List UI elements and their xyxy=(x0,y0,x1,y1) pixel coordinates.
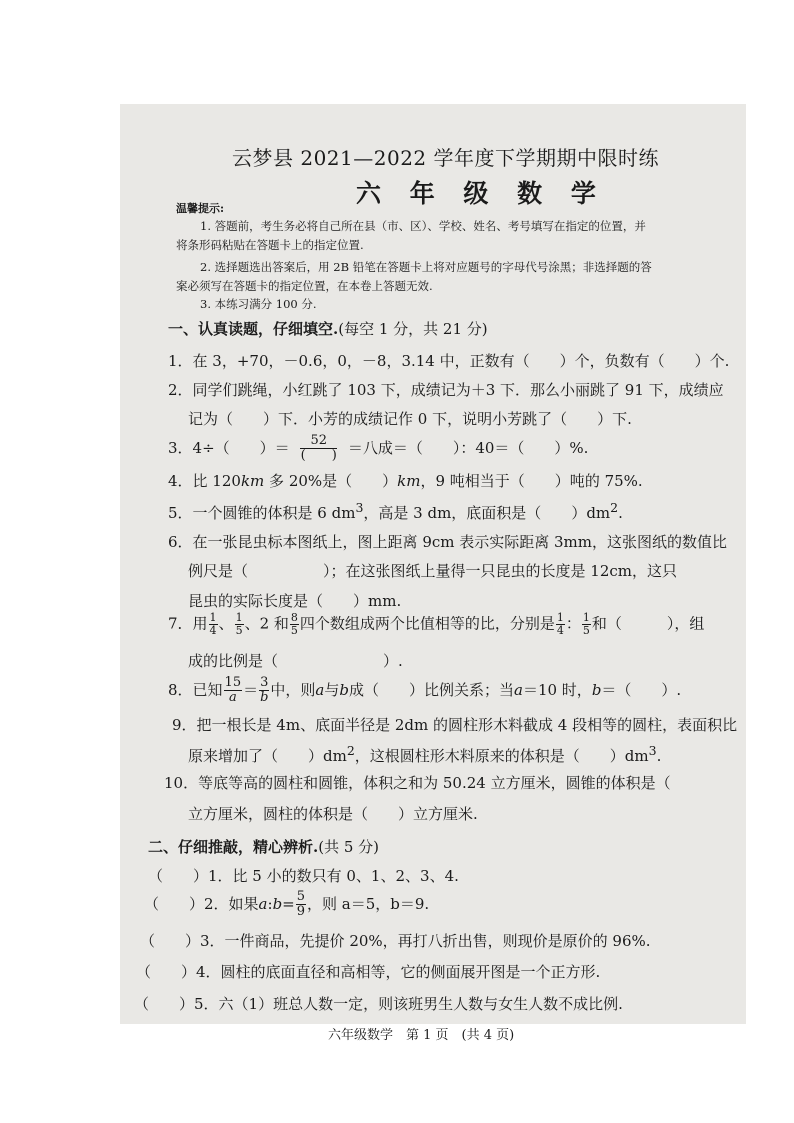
notice-line-5: 3. 本练习满分 100 分. xyxy=(200,297,317,311)
exam-title: 云梦县 2021—2022 学年度下学期期中限时练 xyxy=(232,146,660,170)
section-1-heading xyxy=(168,318,488,339)
question-3-fraction: $\frac{52}{( )}$ xyxy=(300,433,337,464)
judgement-3: （ ）3．一件商品，先提价 20%，再打八折出售，则现价是原价的 96%. xyxy=(140,932,651,950)
question-6-line-3: 昆虫的实际长度是（ ）mm. xyxy=(188,592,402,610)
section-2-heading xyxy=(148,836,379,857)
section-2-score: (共 5 分) xyxy=(318,838,380,856)
question-7-line-2: 成的比例是（ ）. xyxy=(188,652,403,670)
exam-sheet xyxy=(120,104,746,1043)
notice-line-2: 将条形码粘贴在答题卡上的指定位置. xyxy=(176,238,364,252)
exam-subtitle: 六 年 级 数 学 xyxy=(356,179,606,208)
judgement-4: （ ）4．圆柱的底面直径和高相等，它的侧面展开图是一个正方形. xyxy=(136,963,601,981)
question-1: 1．在 3，+70，－0.6，0，－8，3.14 中，正数有（ ）个，负数有（ ）个. xyxy=(168,352,730,370)
section-2-title: 二、仔细推敲，精心辨析. xyxy=(148,838,319,856)
section-1-title: 一、认真读题，仔细填空. xyxy=(168,320,339,338)
question-10-line-2: 立方厘米，圆柱的体积是（ ）立方厘米. xyxy=(188,805,478,823)
judgement-5: （ ）5．六（1）班总人数一定，则该班男生人数与女生人数不成比例. xyxy=(134,995,623,1013)
question-7-line-1: 7．用 $\frac{1}{4}$ 、 $\frac{1}{5}$ 、2 和 $\frac{8}{5}$ 四个数组成两个比值相等的比，分别是 $\frac{1}{4}$ ： $\frac{1}{5}$ 和（ ），组 xyxy=(168,611,705,638)
question-2-line-1: 2．同学们跳绳，小红跳了 103 下，成绩记为＋3 下．那么小丽跳了 91 下，成绩应 xyxy=(168,381,724,399)
notice-line-4: 案必须写在答题卡的指定位置，在本卷上答题无效. xyxy=(176,279,433,293)
notice-line-3: 2. 选择题选出答案后，用 2B 铅笔在答题卡上将对应题号的字母代号涂黑；非选择题的答 xyxy=(200,260,652,274)
question-3: 3．4÷（ ）＝ $\frac{52}{( )}$ ＝八成＝（ ）：40＝（ ）%. xyxy=(168,433,589,464)
notice-line-1: 1. 答题前，考生务必将自己所在县（市、区）、学校、姓名、考号填写在指定的位置，并 xyxy=(200,219,646,233)
page-footer: 六年级数学 第 1 页 (共 4 页) xyxy=(328,1028,515,1043)
question-6-line-2: 例尺是（ ）；在这张图纸上量得一只昆虫的长度是 12cm，这只 xyxy=(188,562,677,580)
question-9-line-2: 原来增加了（ ）$dm^2$，这根圆柱形木料原来的体积是（ ）$dm^3$. xyxy=(188,743,662,765)
judgement-1: （ ）1．比 5 小的数只有 0、1、2、3、4. xyxy=(148,867,459,885)
question-2-line-2: 记为（ ）下．小芳的成绩记作 0 下，说明小芳跳了（ ）下. xyxy=(188,410,632,428)
question-6-line-1: 6．在一张昆虫标本图纸上，图上距离 9cm 表示实际距离 3mm，这张图纸的数值比 xyxy=(168,533,728,551)
question-4: 4．比 120km 多 20%是（ ）km，9 吨相当于（ ）吨的 75%. xyxy=(168,472,643,490)
question-5: 5．一个圆锥的体积是 6 $dm^3$，高是 3 dm，底面积是（ ）$dm^2$. xyxy=(168,500,623,522)
section-1-score: (每空 1 分，共 21 分) xyxy=(338,320,488,338)
question-9-line-1: 9．把一根长是 4m、底面半径是 2dm 的圆柱形木料截成 4 段相等的圆柱，表面积比 xyxy=(172,716,738,734)
question-10-line-1: 10．等底等高的圆柱和圆锥，体积之和为 50.24 立方厘米，圆锥的体积是（ xyxy=(164,774,671,792)
judgement-2: （ ）2．如果a:b= $\frac{5}{9}$ ，则 a＝5，b＝9. xyxy=(144,889,430,920)
notice-heading: 温馨提示: xyxy=(176,202,225,215)
question-8: 8．已知 $\frac{15}{a}$ ＝ $\frac{3}{b}$ 中，则a与b成（ ）比例关系；当a＝10 时，b＝（ ）. xyxy=(168,675,682,706)
